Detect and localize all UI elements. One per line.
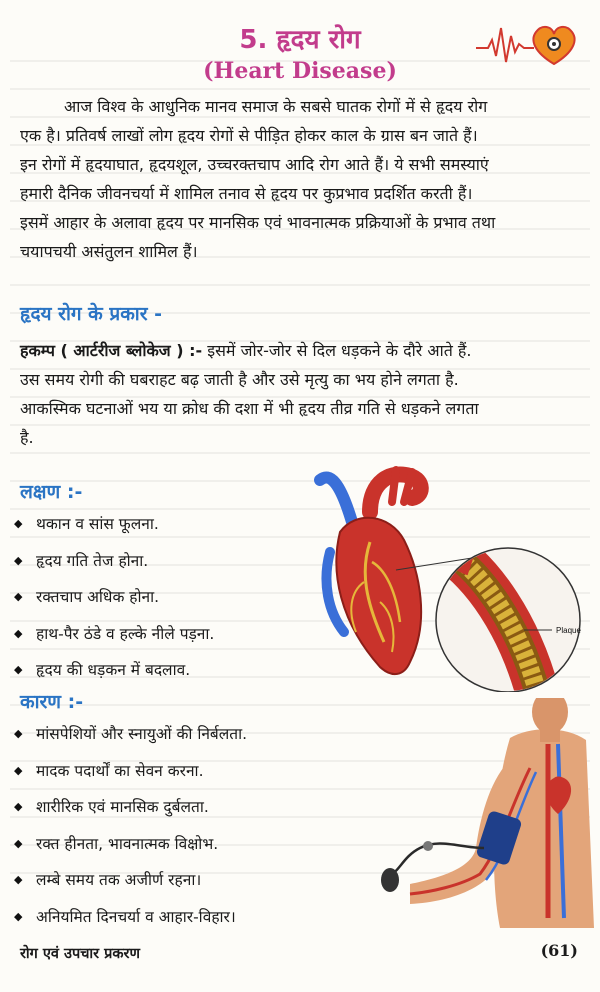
- list-item: ◆ मादक पदार्थों का सेवन करना.: [14, 761, 204, 780]
- list-item: ◆ लम्बे समय तक अजीर्ण रहना।: [14, 871, 202, 890]
- intro-line: एक है। प्रतिवर्ष लाखों लोग हृदय रोगों से पीड़ित होकर काल के ग्रास बन जाते हैं।: [20, 126, 478, 145]
- intro-line: इसमें आहार के अलावा हृदय पर मानसिक एवं भावनात्मक प्रक्रियाओं के प्रभाव तथा: [20, 213, 496, 232]
- types-line: उस समय रोगी की घबराहट बढ़ जाती है और उसे मृत्यु का भय होने लगता है.: [20, 370, 459, 389]
- chapter-subtitle: (Heart Disease): [203, 58, 397, 84]
- bullet-icon: ◆: [14, 626, 23, 640]
- intro-paragraph: [20, 92, 582, 266]
- types-heading: हृदय रोग के प्रकार -: [20, 303, 162, 325]
- list-item: ◆ मांसपेशियों और स्नायुओं की निर्बलता.: [14, 725, 248, 743]
- list-item: ◆ अनियमित दिनचर्या व आहार-विहार।: [14, 907, 236, 926]
- heartbeat-heart-icon: [474, 18, 584, 70]
- intro-line: आज विश्व के आधुनिक मानव समाज के सबसे घातक रोगों में से हृदय रोग: [64, 97, 488, 116]
- bullet-icon: ◆: [14, 727, 23, 740]
- bullet-icon: ◆: [14, 663, 23, 677]
- bullet-icon: ◆: [14, 517, 23, 530]
- bullet-icon: ◆: [14, 836, 23, 850]
- types-line: है.: [20, 428, 34, 447]
- bullet-icon: ◆: [14, 763, 23, 777]
- heart-artery-illustration: [300, 462, 592, 692]
- list-item: ◆ रक्त हीनता, भावनात्मक विक्षोभ.: [14, 834, 219, 853]
- intro-line: चयापचयी असंतुलन शामिल हैं।: [20, 242, 198, 261]
- bullet-icon: ◆: [14, 553, 23, 567]
- page-number: (61): [540, 941, 578, 960]
- list-item: ◆ शारीरिक एवं मानसिक दुर्बलता.: [14, 798, 209, 817]
- bullet-icon: ◆: [14, 800, 23, 814]
- bullet-icon: ◆: [14, 909, 23, 923]
- causes-heading: कारण :-: [20, 691, 84, 713]
- symptoms-list: [14, 514, 214, 697]
- list-item: ◆ हाथ-पैर ठंडे व हल्के नीले पड़ना.: [14, 624, 215, 643]
- book-title-footer: रोग एवं उपचार प्रकरण: [20, 946, 140, 962]
- causes-list: [14, 724, 247, 944]
- intro-line: हमारी दैनिक जीवनचर्या में शामिल तनाव से हृदय पर कुप्रभाव प्रदर्शित करती हैं।: [20, 184, 473, 203]
- list-item: ◆ हृदय की धड़कन में बदलाव.: [14, 661, 191, 680]
- list-item: ◆ हृदय गति तेज होना.: [14, 551, 149, 570]
- types-line: आकस्मिक घटनाओं भय या क्रोध की दशा में भी हृदय तीव्र गति से धड़कने लगता: [20, 399, 479, 418]
- plaque-label: Plaque: [556, 626, 581, 635]
- types-line: इसमें जोर-जोर से दिल धड़कने के दौरे आते हैं.: [202, 341, 472, 360]
- types-term: हकम्प ( आर्टरीज ब्लोकेज ) :-: [20, 341, 203, 360]
- bullet-icon: ◆: [14, 590, 23, 604]
- types-paragraph: [20, 336, 582, 452]
- list-item: ◆ रक्तचाप अधिक होना.: [14, 588, 160, 607]
- chapter-title: 5. हृदय रोग: [239, 25, 361, 55]
- list-item: ◆ थकान व सांस फूलना.: [14, 515, 159, 533]
- intro-line: इन रोगों में हृदयाघात, हृदयशूल, उच्चरक्तचाप आदि रोग आते हैं। ये सभी समस्याएं: [20, 155, 489, 174]
- bullet-icon: ◆: [14, 873, 23, 887]
- blood-pressure-illustration: [380, 698, 594, 928]
- symptoms-heading: लक्षण :-: [20, 481, 83, 503]
